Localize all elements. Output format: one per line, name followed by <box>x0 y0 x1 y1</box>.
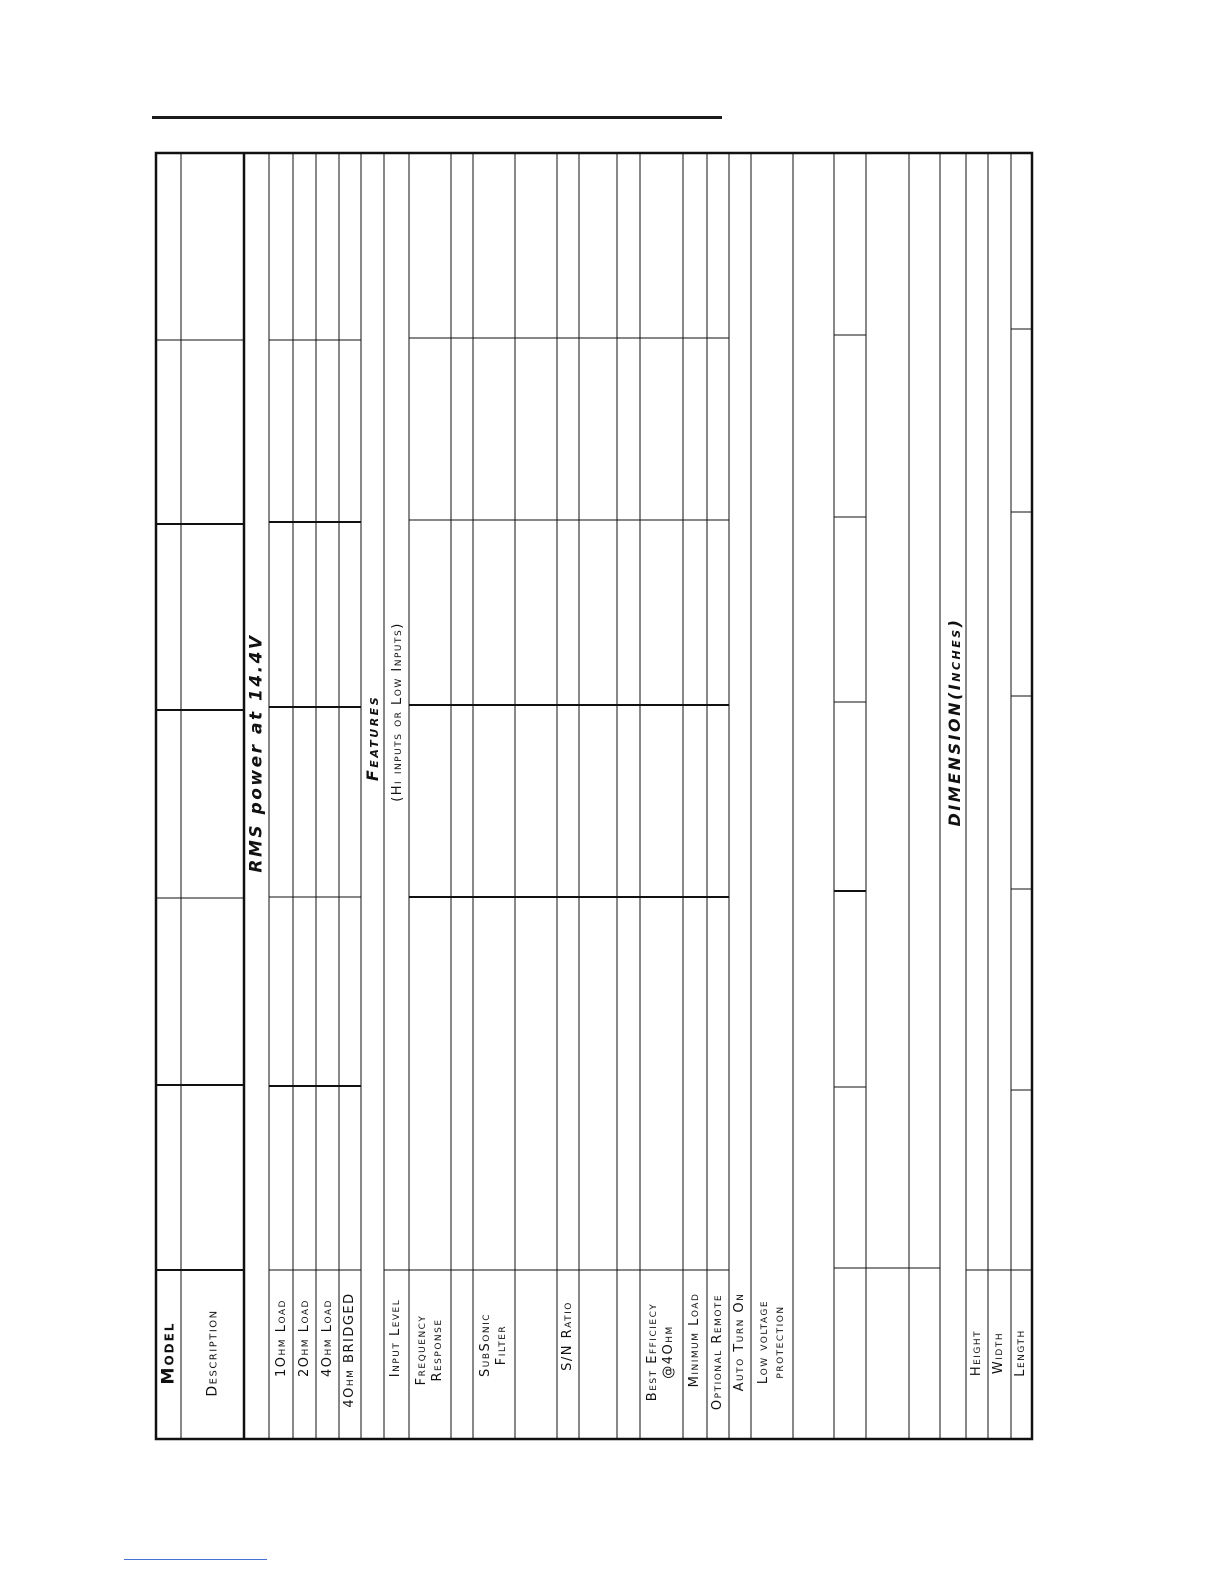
best-efficiency-label: Best Efficiecy @4Ohm <box>644 1302 676 1402</box>
rms-power-heading: RMS power at 14.4V <box>246 633 267 873</box>
load-4ohm-bridged-label: 4Ohm BRIDGED <box>341 1292 357 1408</box>
features-note: (Hi inputs or Low Inputs) <box>389 622 405 802</box>
minimum-load-label: Minimum Load <box>686 1292 702 1388</box>
description-label: Description <box>204 1309 221 1397</box>
auto-turn-on-label: Auto Turn On <box>731 1292 747 1392</box>
sn-ratio-label: S/N Ratio <box>559 1301 575 1371</box>
dimension-heading: DIMENSION(Inches) <box>945 617 964 827</box>
subsonic-filter-label: SubSonic Filter <box>477 1312 509 1378</box>
bottom-rule <box>124 1559 267 1560</box>
input-level-label: Input Level <box>387 1298 403 1378</box>
low-voltage-protection-label: Low voltage protection <box>755 1299 787 1385</box>
length-label: Length <box>1012 1329 1028 1377</box>
frequency-response-label: Frequency Response <box>413 1314 445 1386</box>
model-label: Model <box>158 1321 179 1385</box>
optional-remote-label: Optional Remote <box>709 1293 725 1411</box>
load-1ohm-label: 1Ohm Load <box>273 1299 289 1377</box>
width-label: Width <box>990 1331 1006 1375</box>
height-label: Height <box>968 1329 984 1377</box>
load-2ohm-label: 2Ohm Load <box>296 1299 312 1377</box>
load-4ohm-label: 4Ohm Load <box>319 1299 335 1377</box>
features-heading: Features <box>363 694 382 782</box>
